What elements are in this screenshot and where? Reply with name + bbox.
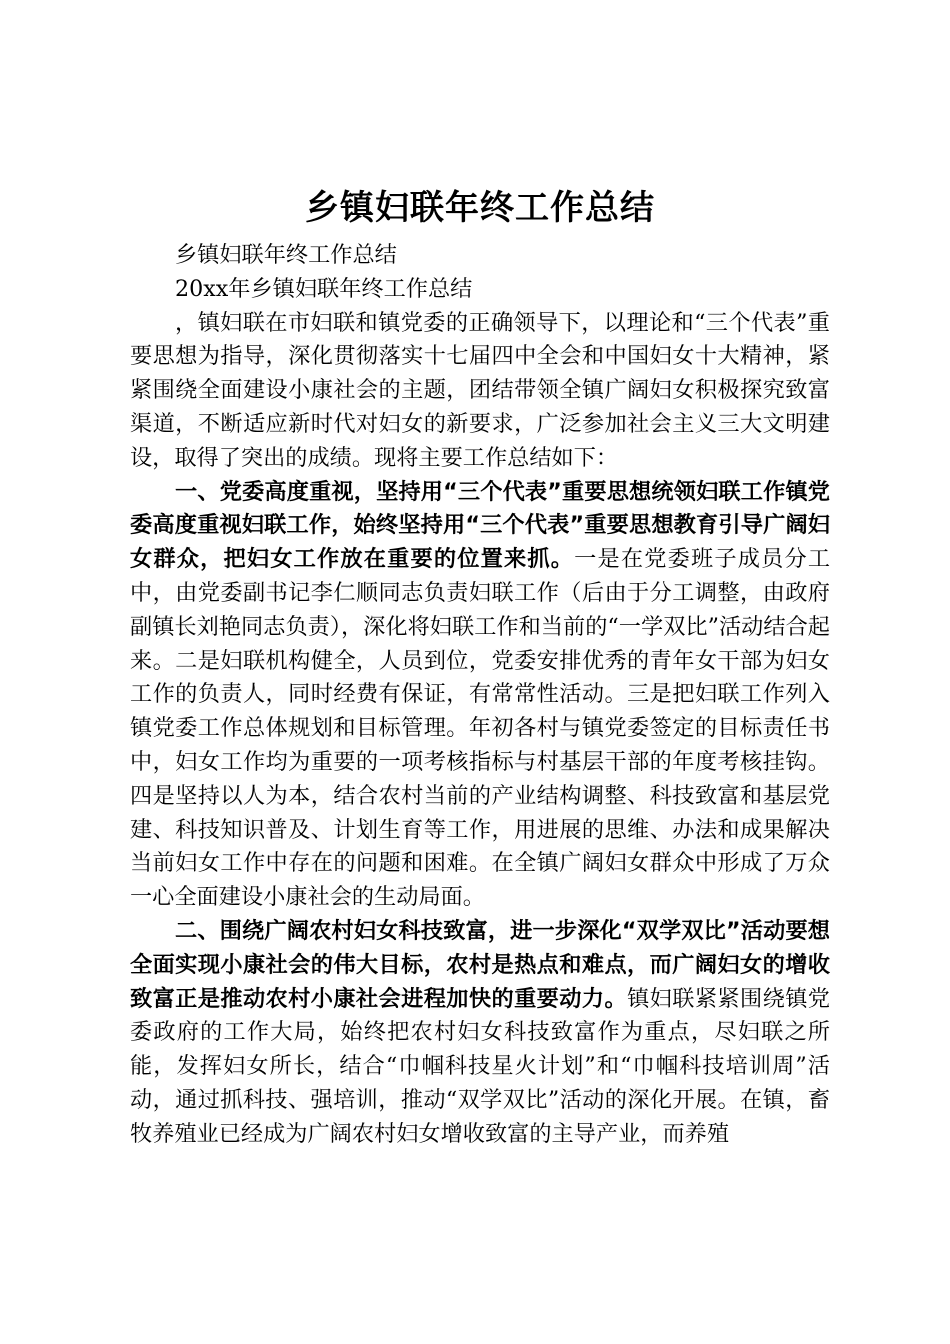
intro-paragraph: ，镇妇联在市妇联和镇党委的正确领导下，以理论和“三个代表”重要思想为指导，深化贯彻落实十七届四中全会和中国妇女十大精神，紧紧围绕全面建设小康社会的主题，团结带领全镇广阔妇女积极探究致富渠道，不断适应新时代对妇女的新要求，广泛参加社会主义三大文明建设，取得了突出的成绩。现将主要工作总结如下： <box>130 309 830 471</box>
document-page <box>130 185 830 1152</box>
section-1-heading: 一、党委高度重视，坚持用“三个代表”重要思想统领妇联工作镇党委高度重视妇联工作，始终坚持用“三个代表”重要思想教育引导广阔妇女群众，把妇女工作放在重要的位置来抓。 <box>130 478 830 573</box>
section-1-paragraph <box>130 476 830 915</box>
section-2-body: 镇妇联紧紧围绕镇党委政府的工作大局，始终把农村妇女科技致富作为重点，尽妇联之所能，发挥妇女所长，结合“巾帼科技星火计划”和“巾帼科技培训周”活动，通过抓科技、强培训，推动“双学双比”活动的深化开展。在镇，畜牧养殖业已经成为广阔农村妇女增收致富的主导产业，而养殖 <box>130 985 830 1147</box>
document-title: 乡镇妇联年终工作总结 <box>305 188 655 228</box>
section-2-paragraph <box>130 915 830 1152</box>
subtitle-line-1: 乡镇妇联年终工作总结 <box>175 242 397 268</box>
section-1-body: 一是在党委班子成员分工中，由党委副书记李仁顺同志负责妇联工作（后由于分工调整，由政府副镇长刘艳同志负责），深化将妇联工作和当前的“一学双比”活动结合起来。二是妇联机构健全，人员到位，党委安排优秀的青年女干部为妇女工作的负责人，同时经费有保证，有常常性活动。三是把妇联工作列入镇党委工作总体规划和目标管理。年初各村与镇党委签定的目标责任书中，妇女工作均为重要的一项考核指标与村基层干部的年度考核挂钩。四是坚持以人为本，结合农村当前的产业结构调整、科技致富和基层党建、科技知识普及、计划生育等工作，用进展的思维、办法和成果解决当前妇女工作中存在的问题和困难。在全镇广阔妇女群众中形成了万众一心全面建设小康社会的生动局面。 <box>130 546 831 911</box>
section-2-heading: 二、围绕广阔农村妇女科技致富，进一步深化“双学双比”活动要想全面实现小康社会的伟大目标，农村是热点和难点，而广阔妇女的增收致富正是推动农村小康社会进程加快的重要动力。 <box>130 917 830 1012</box>
subtitle-line-2: 20xx年乡镇妇联年终工作总结 <box>175 275 473 302</box>
